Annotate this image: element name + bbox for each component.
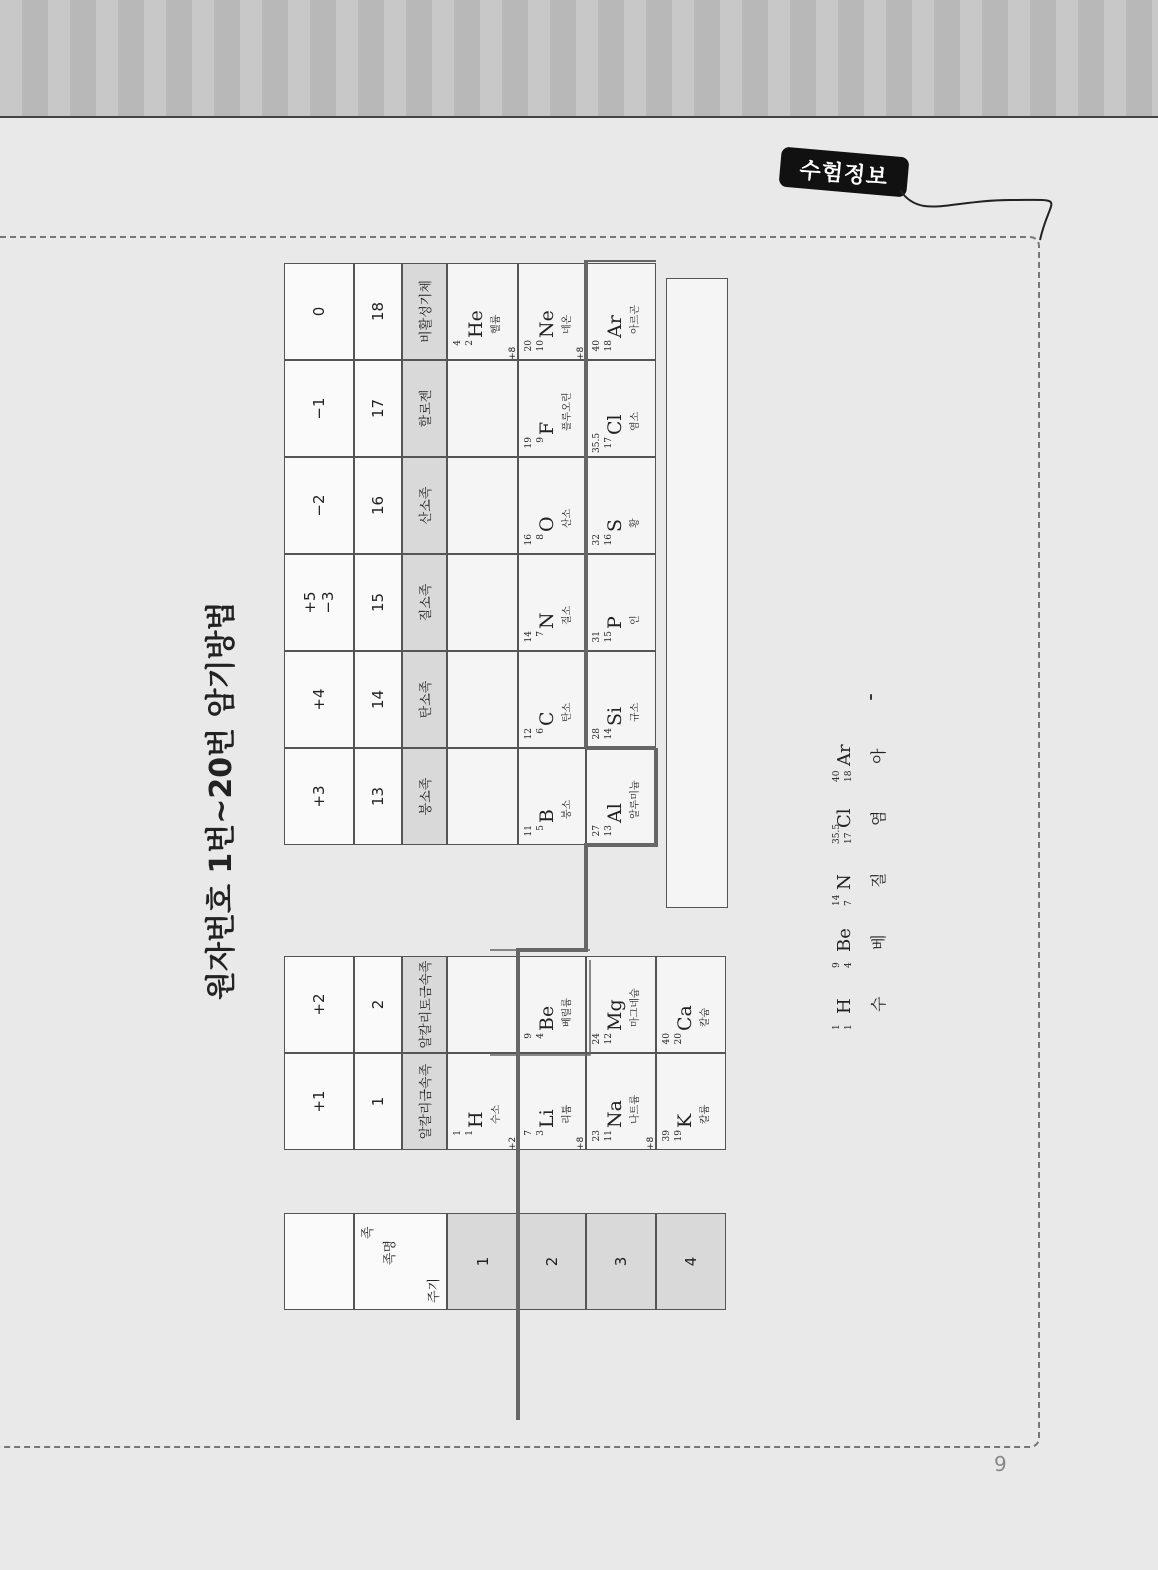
element-name: 규소 — [630, 702, 641, 722]
element-name: 네온 — [562, 314, 573, 334]
element-symbol: K — [674, 1113, 696, 1128]
element-name: 베릴륨 — [562, 998, 573, 1027]
period-cell: 3 — [586, 1213, 656, 1310]
valence-cell: −2 — [284, 457, 354, 554]
element-name: 칼륨 — [700, 1104, 711, 1124]
plus-mark: +8 — [576, 1136, 586, 1150]
rotated-content — [110, 260, 990, 1420]
exception-sym: Be — [834, 928, 855, 952]
element-symbol: He — [465, 310, 487, 338]
group-number-cell: 14 — [354, 651, 402, 748]
element-symbol: P — [604, 616, 626, 629]
mass-number: 40 — [592, 340, 602, 352]
exception-tag: 질 — [869, 872, 888, 888]
element-symbol: Al — [604, 803, 626, 823]
mass-number: 16 — [524, 534, 534, 546]
atomic-number: 17 — [604, 437, 614, 449]
diag-label-period: 주기 — [427, 1277, 442, 1303]
atomic-number: 11 — [604, 1130, 614, 1142]
exam-info-badge: 수험정보 — [779, 146, 910, 197]
group-name-cell: 산소족 — [402, 457, 447, 554]
group-number-cell: 16 — [354, 457, 402, 554]
mass-number: 28 — [592, 728, 602, 740]
exception-num: 7 — [844, 900, 854, 906]
atomic-number: 1 — [465, 1130, 475, 1136]
exception-sym: Ar — [834, 744, 855, 766]
exception-cl — [832, 784, 892, 844]
mass-number: 31 — [592, 631, 602, 643]
exception-tag: 수 — [869, 996, 888, 1012]
exception-tag: 베 — [869, 934, 888, 950]
exception-mass: 9 — [832, 962, 842, 968]
exception-num: 18 — [844, 770, 854, 782]
exception-num: 17 — [844, 832, 854, 844]
group-name-cell: 알칼리금속족 — [402, 1053, 447, 1150]
mass-number: 20 — [524, 340, 534, 352]
page-number: 9 — [994, 1452, 1007, 1476]
atomic-number: 18 — [604, 340, 614, 352]
valence-cell: +5 −3 — [284, 554, 354, 651]
group-number-cell: 1 — [354, 1053, 402, 1150]
element-name: 칼슘 — [700, 1007, 711, 1027]
atomic-number: 9 — [536, 437, 546, 443]
mass-number: 24 — [592, 1033, 602, 1045]
diag-label-group: 족 — [361, 1226, 376, 1239]
exception-sym: N — [834, 874, 855, 890]
mass-number: 4 — [453, 340, 463, 346]
exception-mass: 35.5 — [832, 823, 842, 844]
group-name-cell: 알칼리토금속족 — [402, 956, 447, 1053]
mass-number: 7 — [524, 1130, 534, 1136]
atomic-number: 3 — [536, 1130, 546, 1136]
group-name-cell: 할로젠 — [402, 360, 447, 457]
atomic-number: 4 — [536, 1033, 546, 1039]
valence-cell: +2 — [284, 956, 354, 1053]
atomic-number: 16 — [604, 534, 614, 546]
exception-n — [832, 846, 892, 906]
element-name: 염소 — [630, 411, 641, 431]
element-name: 질소 — [562, 605, 573, 625]
exception-ar — [832, 722, 892, 782]
exception-be — [832, 908, 892, 968]
element-symbol: S — [604, 518, 626, 532]
atomic-number: 14 — [604, 728, 614, 740]
group-name-cell: 비활성기체 — [402, 263, 447, 360]
element-symbol: Cl — [604, 414, 626, 435]
element-symbol: Mg — [604, 999, 626, 1031]
mass-number: 11 — [524, 825, 534, 837]
mass-number: 35.5 — [592, 432, 602, 453]
element-symbol: Si — [604, 706, 626, 726]
exception-h — [832, 970, 892, 1030]
exception-sym: H — [834, 998, 855, 1014]
mass-number: 9 — [524, 1033, 534, 1039]
atomic-number: 12 — [604, 1033, 614, 1045]
period-cell: 4 — [656, 1213, 726, 1310]
element-symbol: F — [536, 421, 558, 435]
plus-mark: +8 — [508, 346, 518, 360]
mass-number: 12 — [524, 728, 534, 740]
element-name: 나트륨 — [630, 1095, 641, 1124]
exception-num: 1 — [844, 1024, 854, 1030]
element-symbol: Be — [536, 1005, 558, 1031]
period-cell: 2 — [518, 1213, 586, 1310]
group-number-cell: 15 — [354, 554, 402, 651]
atomic-number: 8 — [536, 534, 546, 540]
element-name: 산소 — [562, 508, 573, 528]
valence-cell: +3 — [284, 748, 354, 845]
element-name: 헬륨 — [491, 314, 502, 334]
group-number-cell: 13 — [354, 748, 402, 845]
mass-number: 23 — [592, 1130, 602, 1142]
plus-mark: +8 — [576, 346, 586, 360]
element-name: 탄소 — [562, 702, 573, 722]
element-symbol: B — [536, 809, 558, 823]
atomic-number: 13 — [604, 825, 614, 837]
group-name-cell: 탄소족 — [402, 651, 447, 748]
mass-number: 27 — [592, 825, 602, 837]
element-symbol: Li — [536, 1109, 558, 1128]
period-cell: 1 — [447, 1213, 518, 1310]
atomic-number: 5 — [536, 825, 546, 831]
atomic-number: 2 — [465, 340, 475, 346]
exception-num: 4 — [844, 962, 854, 968]
mass-number: 40 — [662, 1033, 672, 1045]
group-name-cell: 질소족 — [402, 554, 447, 651]
plus-mark: +8 — [646, 1136, 656, 1150]
element-name: 알루미늄 — [630, 780, 641, 819]
top-stripe-band — [0, 0, 1158, 118]
valence-cell: +1 — [284, 1053, 354, 1150]
exception-mass: 1 — [832, 1024, 842, 1030]
element-symbol: Ar — [604, 315, 626, 338]
valence-cell: +4 — [284, 651, 354, 748]
badge-tail-line — [890, 180, 1060, 250]
element-name: 황 — [630, 518, 641, 528]
exception-tag: 염 — [869, 810, 888, 826]
element-name: 인 — [630, 615, 641, 625]
element-name: 리튬 — [562, 1104, 573, 1124]
group-number-cell: 17 — [354, 360, 402, 457]
diag-label-group_name: 족명 — [383, 1239, 398, 1265]
atomic-number: 19 — [674, 1130, 684, 1142]
element-symbol: Na — [604, 1100, 626, 1128]
valence-cell: −1 — [284, 360, 354, 457]
exception-tag: 아 — [869, 748, 888, 764]
element-symbol: Ne — [536, 310, 558, 338]
element-name: 마그네슘 — [630, 988, 641, 1027]
element-symbol: C — [536, 711, 558, 726]
notes-area — [110, 260, 990, 1420]
example-tag — [870, 694, 872, 700]
element-name: 플루오린 — [562, 392, 573, 431]
mass-number: 14 — [524, 631, 534, 643]
element-symbol: H — [465, 1111, 487, 1128]
group-number-cell: 18 — [354, 263, 402, 360]
exception-sym: Cl — [834, 808, 855, 828]
mass-number: 39 — [662, 1130, 672, 1142]
group-name-cell: 붕소족 — [402, 748, 447, 845]
element-name: 아르곤 — [630, 305, 641, 334]
exception-mass: 40 — [832, 770, 842, 782]
plus-mark: +2 — [508, 1136, 518, 1150]
atomic-number: 10 — [536, 340, 546, 352]
element-symbol: O — [536, 516, 558, 532]
element-symbol: N — [536, 612, 558, 629]
group-number-cell: 2 — [354, 956, 402, 1053]
mass-number: 32 — [592, 534, 602, 546]
mass-number: 19 — [524, 437, 534, 449]
atomic-number: 20 — [674, 1033, 684, 1045]
atomic-number: 6 — [536, 728, 546, 734]
atomic-number: 15 — [604, 631, 614, 643]
element-name: 수소 — [491, 1104, 502, 1124]
valence-cell: 0 — [284, 263, 354, 360]
page-title: 원자번호 1번~20번 암기방법 — [204, 601, 239, 1000]
mass-number: 1 — [453, 1130, 463, 1136]
element-name: 붕소 — [562, 799, 573, 819]
atomic-number: 7 — [536, 631, 546, 637]
legend-box — [666, 278, 728, 908]
exception-mass: 14 — [832, 894, 842, 906]
element-symbol: Ca — [674, 1005, 696, 1031]
